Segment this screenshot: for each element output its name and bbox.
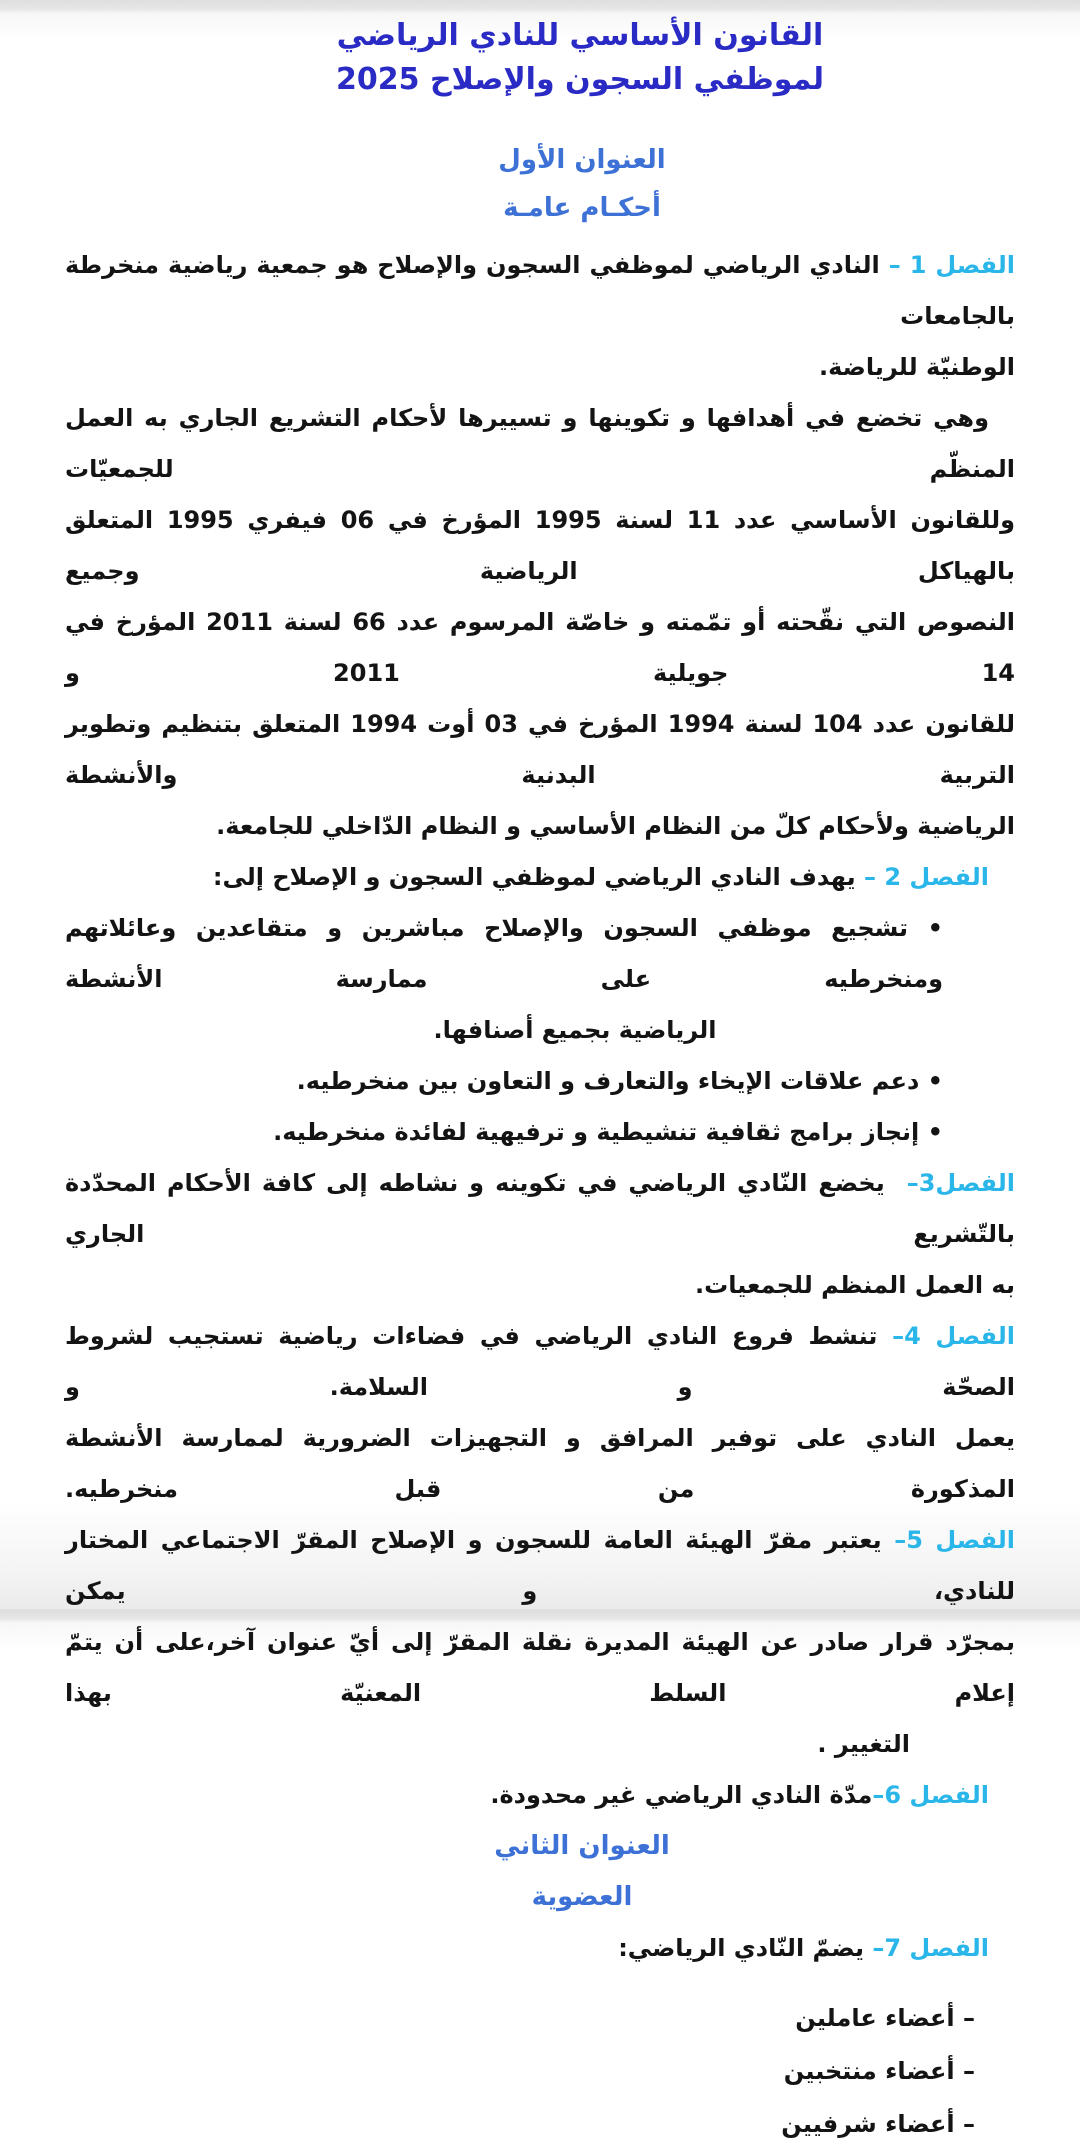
chapter-6-label: الفصل 6– <box>872 1781 989 1809</box>
chapter-5-text-1: يعتبر مقرّ الهيئة العامة للسجون و الإصلاح المقرّ الاجتماعي المختار للنادي، و يمكن <box>65 1526 1015 1605</box>
goal-item-2-text: دعم علاقات الإيخاء والتعارف و التعاون بين منخرطيه. <box>296 1067 920 1095</box>
chapter-2-label: الفصل 2 – <box>864 863 989 891</box>
bullet-icon: • <box>927 1067 943 1095</box>
legal-references-line-4: للقانون عدد 104 لسنة 1994 المؤرخ في 03 أوت 1994 المتعلق بتنظيم وتطوير التربية البدنية والأنشطة <box>65 710 1015 789</box>
chapter-5-label: الفصل 5– <box>894 1526 1016 1554</box>
goal-item-2 <box>65 1056 1015 1107</box>
chapter-6-paragraph <box>65 1770 1015 1821</box>
chapter-7-paragraph <box>65 1923 1015 1974</box>
chapter-1-line-2: الوطنيّة للرياضة. <box>818 353 1015 381</box>
document-title-line1: القانون الأساسي للنادي الرياضي <box>336 18 824 53</box>
chapter-5-line-2: بمجرّد قرار صادر عن الهيئة المديرة نقلة المقرّ إلى أيّ عنوان آخر،على أن يتمّ إعلام السلط المعنيّة بهذا <box>65 1628 1015 1707</box>
chapter-1-text-1: النادي الرياضي لموظفي السجون والإصلاح هو جمعية رياضية منخرطة بالجامعات <box>65 251 1015 330</box>
document-title-line2: لموظفي السجون والإصلاح 2025 <box>336 62 824 97</box>
member-type-honorary: – أعضاء شرفيين <box>781 2110 975 2138</box>
chapter-4-label: الفصل 4– <box>892 1322 1016 1350</box>
goal-item-1-text: تشجيع موظفي السجون والإصلاح مباشرين و متقاعدين وعائلاتهم ومنخرطيه على ممارسة الأنشطة <box>65 914 943 993</box>
member-types-list <box>65 1992 1015 2151</box>
legal-references-paragraph <box>65 393 1015 852</box>
chapter-2-line-1 <box>65 852 1015 903</box>
chapter-1-line-1 <box>65 240 1015 342</box>
chapter-7-label: الفصل 7– <box>872 1934 989 1962</box>
legal-references-line-2: وللقانون الأساسي عدد 11 لسنة 1995 المؤرخ في 06 فيفري 1995 المتعلق بالهياكل الرياضية وجميع <box>65 506 1015 585</box>
chapter-4-text-1: تنشط فروع النادي الرياضي في فضاءات رياضية تستجيب لشروط الصحّة و السلامة. و <box>65 1322 1015 1401</box>
chapter-6-line-1 <box>65 1770 1015 1821</box>
goal-item-3 <box>65 1107 1015 1158</box>
chapter-5-line-3: التغيير . <box>817 1730 910 1758</box>
chapter-7-text: يضمّ النّادي الرياضي: <box>618 1934 864 1962</box>
bullet-icon: • <box>927 914 943 942</box>
legal-references-line-1: وهي تخضع في أهدافها و تكوينها و تسييرها لأحكام التشريع الجاري به العمل المنظّم للجمعيّات <box>65 404 1015 483</box>
legal-references-line-3: النصوص التي نقّحته أو تمّمته و خاصّة المرسوم عدد 66 لسنة 2011 المؤرخ في 14 جويلية 2011 و <box>65 608 1015 687</box>
chapter-4-line-1 <box>65 1311 1015 1413</box>
chapter-3-text-1: يخضع النّادي الرياضي في تكوينه و نشاطه إلى كافة الأحكام المحدّدة بالتّشريع الجاري <box>65 1169 1015 1248</box>
section-heading-title-2: العنوان الثاني <box>494 1831 670 1861</box>
goals-bullet-list <box>65 903 1015 1158</box>
chapter-4-line-2: يعمل النادي على توفير المرافق و التجهيزات الضرورية لممارسة الأنشطة المذكورة من قبل منخرطيه. <box>65 1424 1015 1503</box>
bullet-icon: • <box>927 1118 943 1146</box>
goal-item-3-text: إنجاز برامج ثقافية تنشيطية و ترفيهية لفائدة منخرطيه. <box>273 1118 920 1146</box>
chapter-2-text: يهدف النادي الرياضي لموظفي السجون و الإصلاح إلى: <box>212 863 856 891</box>
chapter-1-label: الفصل 1 – <box>888 251 1016 279</box>
section-heading-title-1: العنوان الأول <box>498 145 666 175</box>
goal-item-1 <box>65 903 1015 1005</box>
chapter-1-paragraph <box>65 240 1015 393</box>
chapter-5-paragraph <box>65 1515 1015 1770</box>
chapter-6-text: مدّة النادي الرياضي غير محدودة. <box>490 1781 873 1809</box>
chapter-5-line-1 <box>65 1515 1015 1617</box>
chapter-4-paragraph <box>65 1311 1015 1515</box>
member-type-elected: – أعضاء منتخبين <box>783 2057 975 2085</box>
chapter-2-paragraph <box>65 852 1015 903</box>
goal-item-1-wrap: الرياضية بجميع أصنافها. <box>433 1016 717 1044</box>
chapter-3-line-2: به العمل المنظم للجمعيات. <box>694 1271 1015 1299</box>
section-subheading-general-provisions: أحكـام عامـة <box>503 193 661 223</box>
member-type-working: – أعضاء عاملين <box>795 2004 975 2032</box>
chapter-3-label: الفصل3– <box>906 1169 1016 1197</box>
legal-references-line-5: الرياضية ولأحكام كلّ من النظام الأساسي و النظام الدّاخلي للجامعة. <box>216 812 1015 840</box>
chapter-7-line-1 <box>65 1923 1015 1974</box>
section-subheading-membership: العضوية <box>531 1882 633 1912</box>
chapter-3-paragraph <box>65 1158 1015 1311</box>
chapter-3-line-1 <box>65 1158 1015 1260</box>
